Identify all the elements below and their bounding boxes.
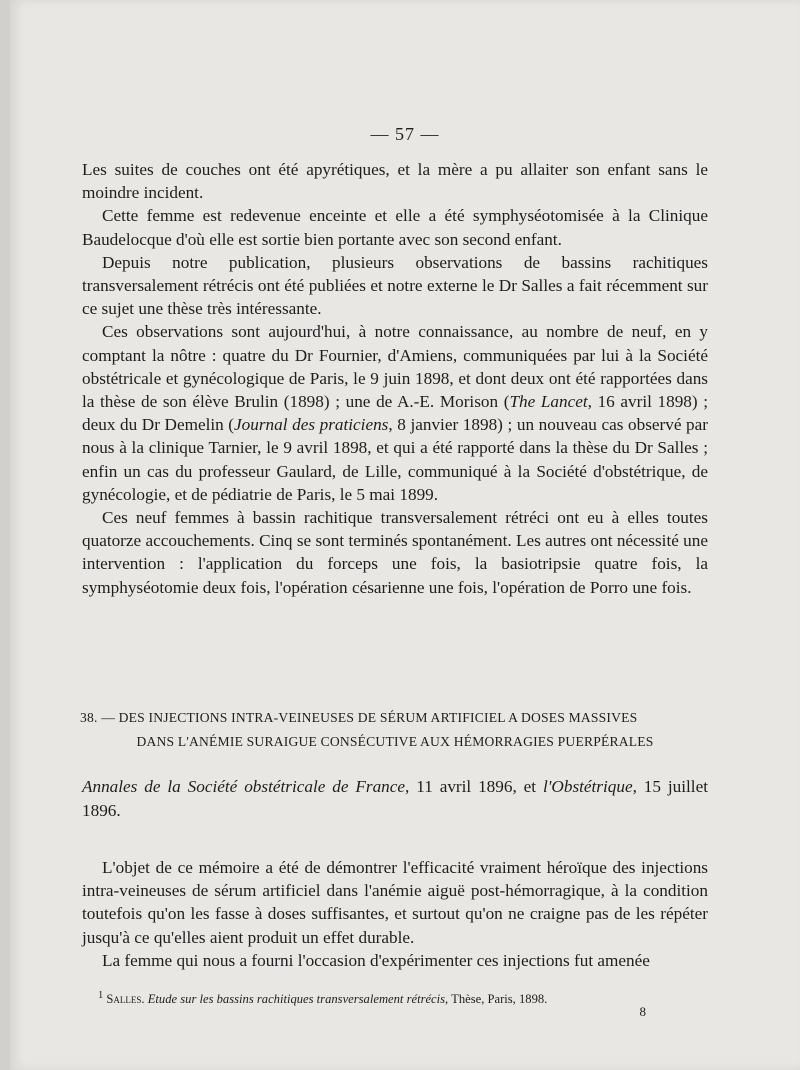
paragraph: Depuis notre publication, plusieurs observations de bassins rachitiques transversalement rétrécis ont été publiées et notre externe le Dr Salles a fait récemment sur ce sujet une thèse très intéressante. xyxy=(82,252,708,319)
footnote-marker: 1 xyxy=(98,990,104,1001)
paragraph: Ces neuf femmes à bassin rachitique transversalement rétréci ont eu à elles toutes quatorze accouchements. Cinq se sont terminés spontanément. Les autres ont nécessité une intervention : l'application du forceps une fois, la basiotripsie quatre fois, la symphyséotomie deux fois, l'opération césarienne une fois, l'opération de Porro une fois. xyxy=(82,508,708,597)
paragraph: Les suites de couches ont été apyrétiques, et la mère a pu allaiter son enfant sans le moindre incident. xyxy=(82,160,708,203)
paragraph: La femme qui nous a fourni l'occasion d'expérimenter ces injections fut amenée xyxy=(102,950,650,970)
lancet-title: The Lancet xyxy=(509,392,588,412)
source-journal: Annales de la Société obstétricale de France xyxy=(82,777,406,796)
paragraph-text: Ces observations sont aujourd'hui, à notre connaissance, au nombre de neuf, en y comptant la nôtre : quatre du Dr Fournier, d'Amiens, communiquées par lui à la Société obstétricale et gynécologique de Paris, le 9 juin 1898, et dont deux ont été rapportées dans la thèse de son élève Brulin (1898) ; une de A.-E. Morison ( xyxy=(82,322,708,412)
source-date-1: , 11 avril 1896, et xyxy=(405,777,543,796)
heading-line-2: DANS L'ANÉMIE SURAIGUE CONSÉCUTIVE AUX HÉMORRAGIES PUERPÉRALES xyxy=(136,734,654,749)
page-number: — 57 — xyxy=(370,124,440,144)
paragraph-observations-count xyxy=(82,320,708,506)
paragraph-text: , 16 avril 1898) ; deux du Dr Demelin ( xyxy=(82,392,709,435)
book-page xyxy=(10,0,800,1070)
journal-title: Journal des praticiens xyxy=(234,415,389,435)
source-journal-2: l'Obstétrique xyxy=(542,777,633,796)
text-block-memoire xyxy=(82,856,708,972)
source-citation xyxy=(82,775,708,822)
section-heading xyxy=(80,706,710,754)
source-date-2: , 15 juillet 1896. xyxy=(82,777,708,820)
paragraph: L'objet de ce mémoire a été de démontrer l'efficacité vraiment héroïque des injections intra-veineuses de sérum artificiel dans l'anémie aiguë post-hémorragique, à la condition toutefois qu'on les fasse à doses suffisantes, et surtout qu'on ne craigne pas de les répéter jusqu'à ce qu'elles aient produit un effet durable. xyxy=(82,858,708,947)
paragraph: Cette femme est redevenue enceinte et elle a été symphyséotomisée à la Clinique Baudelocque d'où elle est sortie bien portante avec son second enfant. xyxy=(82,206,708,249)
heading-line-1: 38. — DES INJECTIONS INTRA-VEINEUSES DE SÉRUM ARTIFICIEL A DOSES MASSIVES xyxy=(80,710,638,725)
signature-mark: 8 xyxy=(639,1004,646,1019)
text-block-observations xyxy=(82,158,708,599)
footnote xyxy=(98,987,708,1008)
footnote-title: Etude sur les bassins rachitiques transversalement rétrécis, xyxy=(147,992,449,1007)
footnote-rest: Thèse, Paris, 1898. xyxy=(448,992,548,1007)
footnote-author: Salles. xyxy=(106,992,145,1007)
paragraph-text: , 8 janvier 1898) ; un nouveau cas observé par nous à la clinique Tarnier, le 9 avril 1898, et qui a été rapporté dans la thèse du Dr Salles ; enfin un cas du professeur Gaulard, de Lille, communiqué à la Société d'obstétrique, de gynécologie, et de pédiatrie de Paris, le 5 mai 1899. xyxy=(82,415,709,504)
